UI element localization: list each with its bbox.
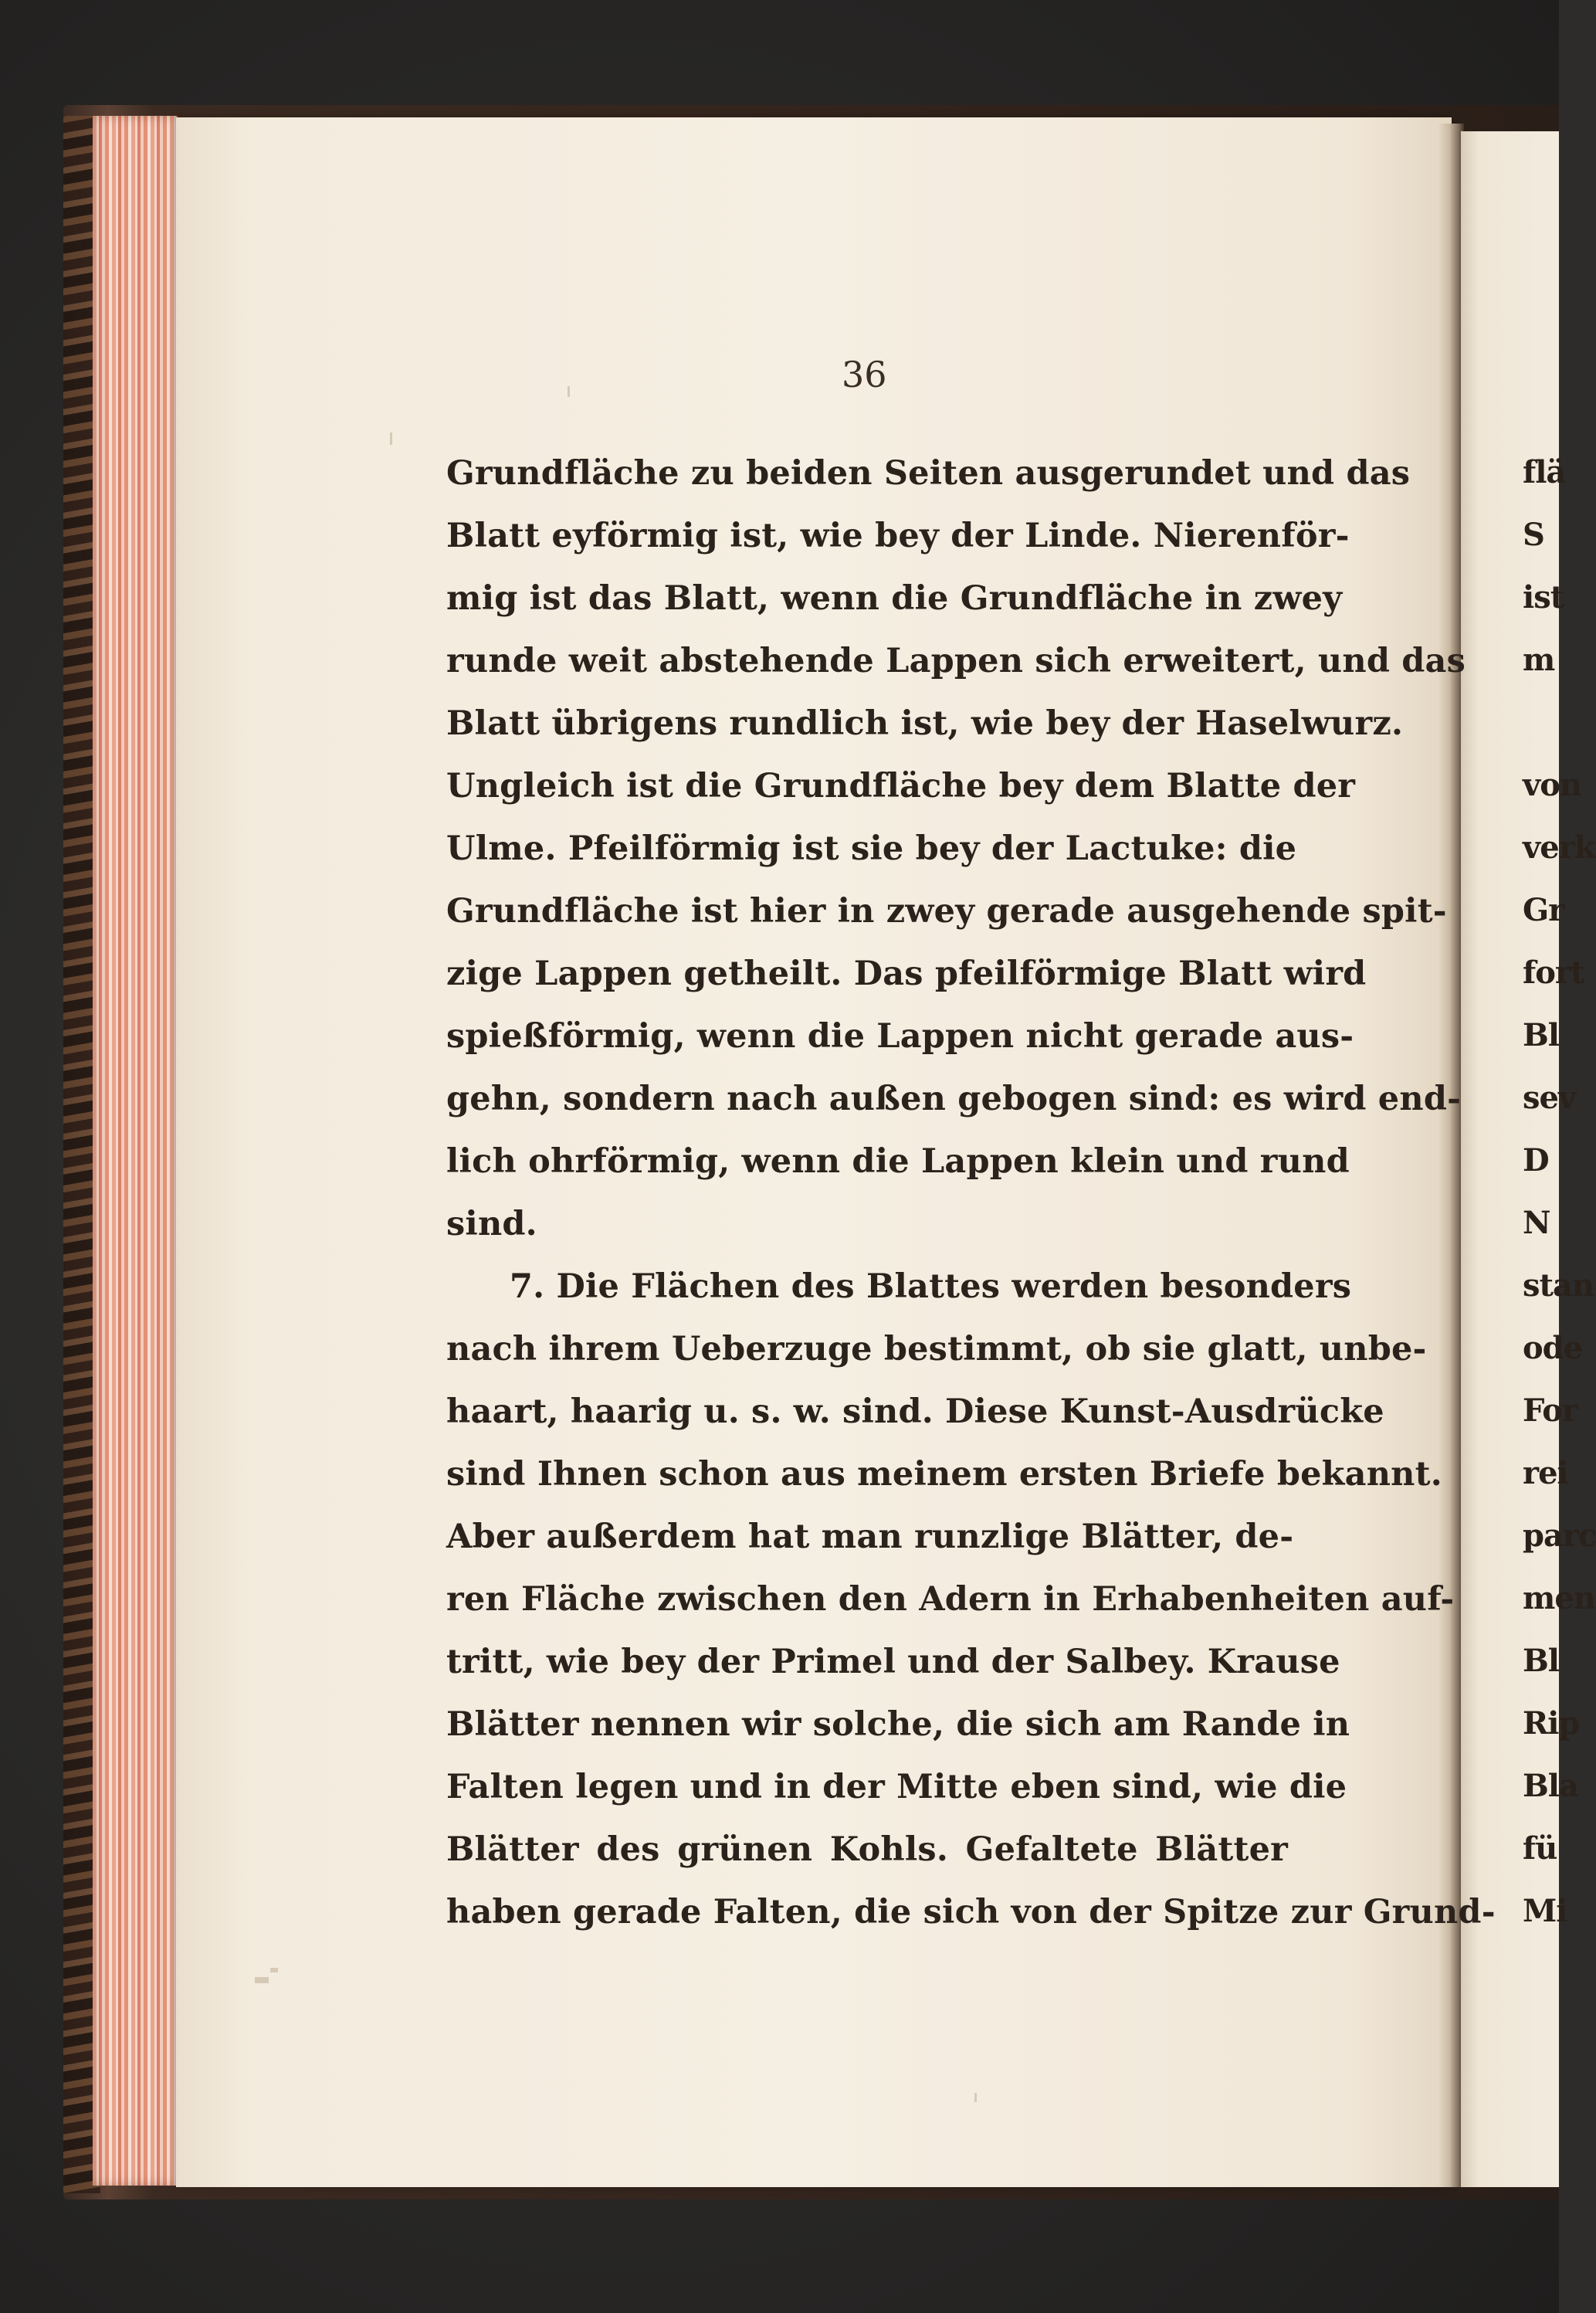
text-line: 7. Die Flächen des Blattes werden besonders [510, 1267, 1352, 1306]
facing-fragment: parc [1523, 1518, 1596, 1554]
text-line: nach ihrem Ueberzuge bestimmt, ob sie glatt, unbe- [446, 1330, 1427, 1368]
text-line: zige Lappen getheilt. Das pfeilförmige Blatt wird [446, 955, 1367, 993]
facing-fragment: S [1523, 517, 1544, 553]
facing-fragment: N [1523, 1205, 1550, 1241]
text-line: sind. [446, 1205, 537, 1243]
facing-fragment: fort [1523, 955, 1584, 991]
text-line: spießförmig, wenn die Lappen nicht gerade aus- [446, 1017, 1354, 1056]
facing-fragment: ode [1523, 1330, 1583, 1366]
facing-fragment: flä [1523, 454, 1566, 490]
facing-fragment: Bla [1523, 1768, 1578, 1804]
text-line: runde weit abstehende Lappen sich erweitert, und das [446, 642, 1466, 680]
facing-fragment: verk [1523, 829, 1595, 866]
text-line: lich ohrförmig, wenn die Lappen klein und rund [446, 1142, 1350, 1181]
text-line: Falten legen und in der Mitte eben sind, wie die [446, 1768, 1347, 1806]
text-line: haben gerade Falten, die sich von der Spitze zur Grund- [446, 1893, 1496, 1931]
page-number: 36 [842, 354, 887, 395]
facing-fragment: Rip [1523, 1705, 1580, 1742]
text-line: Grundfläche zu beiden Seiten ausgerundet und das [446, 454, 1411, 493]
text-line: haart, haarig u. s. w. sind. Diese Kunst-Ausdrücke [446, 1392, 1384, 1431]
text-line: Blätter nennen wir solche, die sich am Rande in [446, 1705, 1350, 1744]
facing-fragment: Bl [1523, 1643, 1560, 1679]
text-line: tritt, wie bey der Primel und der Salbey. Krause [446, 1643, 1340, 1681]
text-line: ren Fläche zwischen den Adern in Erhabenheiten auf- [446, 1580, 1455, 1619]
facing-fragment: rei [1523, 1455, 1568, 1491]
facing-fragment: Gr [1523, 892, 1564, 928]
facing-fragment: m [1523, 642, 1555, 678]
text-line: Blätter des grünen Kohls. Gefaltete Blätter [446, 1830, 1288, 1869]
facing-fragment: ist [1523, 579, 1564, 616]
text-line: sind Ihnen schon aus meinem ersten Briefe bekannt. [446, 1455, 1442, 1494]
facing-fragment: men [1523, 1580, 1595, 1616]
text-line: Ungleich ist die Grundfläche bey dem Blatte der [446, 767, 1356, 805]
text-line: Ulme. Pfeilförmig ist sie bey der Lactuke: die [446, 829, 1297, 868]
facing-fragment: Mi [1523, 1893, 1567, 1929]
text-line: mig ist das Blatt, wenn die Grundfläche in zwey [446, 579, 1343, 618]
facing-fragment: D [1523, 1142, 1549, 1179]
facing-fragment: von [1523, 767, 1582, 803]
facing-fragment: stan [1523, 1267, 1594, 1304]
facing-fragment: fü [1523, 1830, 1557, 1867]
text-line: Blatt übrigens rundlich ist, wie bey der Haselwurz. [446, 704, 1404, 743]
facing-fragment: For [1523, 1392, 1577, 1429]
facing-page-text [1523, 0, 1596, 2313]
text-line: Grundfläche ist hier in zwey gerade ausgehende spit- [446, 892, 1447, 931]
facing-fragment: Bl [1523, 1017, 1560, 1053]
text-line: Aber außerdem hat man runzlige Blätter, de- [446, 1518, 1294, 1556]
text-line: gehn, sondern nach außen gebogen sind: es wird end- [446, 1080, 1462, 1118]
facing-fragment: sev [1523, 1080, 1576, 1116]
text-line: Blatt eyförmig ist, wie bey der Linde. Nierenför- [446, 517, 1350, 555]
